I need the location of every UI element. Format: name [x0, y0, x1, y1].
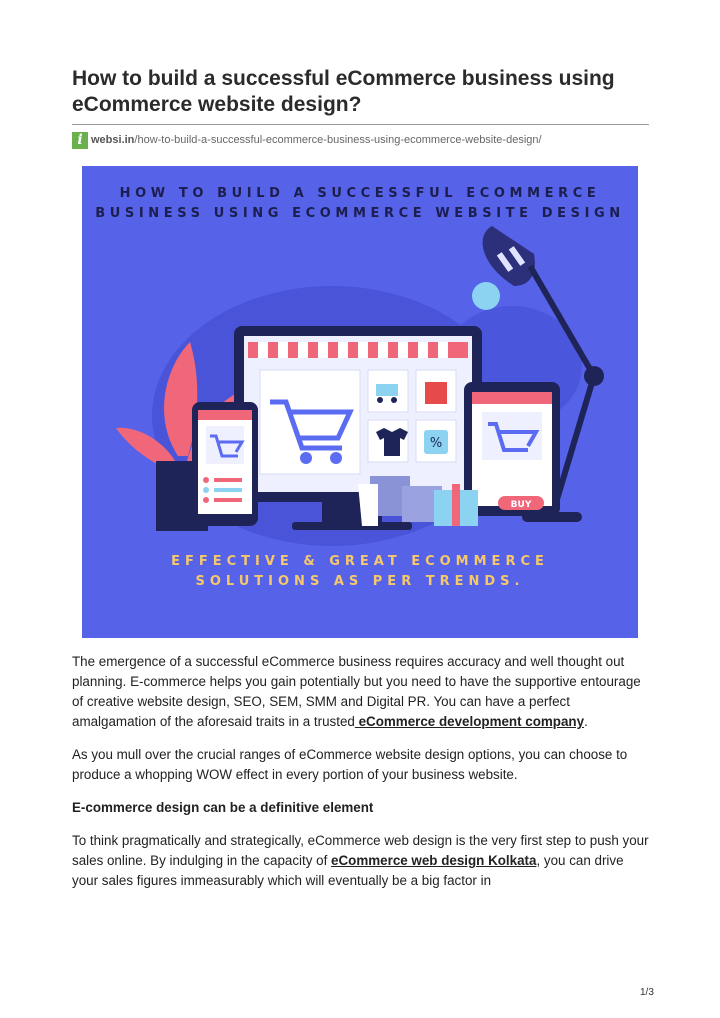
hero-image: [82, 166, 638, 638]
info-i-icon: i: [72, 132, 88, 149]
phone-icon: [192, 402, 258, 526]
paragraph-2: As you mull over the crucial ranges of eCommerce website design options, you can choose to produce a whopping WOW effect in every portion of your business website.: [72, 747, 628, 782]
paragraph-3: To think pragmatically and strategically, eCommerce web design is the very first step to push your sales online. By indulging in the capacity of eCommerce web design Kolkata, you can drive your sales figures immeasurably which will eventually be a big factor in: [72, 833, 649, 888]
document-title: How to build a successful eCommerce business using eCommerce website design?: [72, 67, 615, 116]
article-body: [72, 652, 652, 904]
source-domain-link[interactable]: websi.in: [91, 134, 135, 146]
shop-awning: [248, 342, 468, 358]
page-number: 1/3: [640, 987, 654, 998]
discount-percent-label: %: [429, 436, 443, 451]
tablet-icon: [464, 382, 560, 516]
truck-icon: [376, 384, 398, 396]
section-heading: E-commerce design can be a definitive element: [72, 800, 374, 815]
source-line: [72, 131, 542, 149]
hero-subtitle: EFFECTIVE & GREAT ECOMMERCE SOLUTIONS AS PER TRENDS.: [171, 554, 549, 589]
ecommerce-web-design-kolkata-link[interactable]: eCommerce web design Kolkata: [331, 853, 537, 868]
title-divider: [72, 124, 649, 125]
paragraph-1: The emergence of a successful eCommerce business requires accuracy and well thought out planning. E-commerce helps you gain potentially but you need to have the supportive entourage of creative website design, SEO, SEM, SMM and Digital PR. You can have a perfect amalgamation of the aforesaid traits in a trusted eCommerce development company.: [72, 654, 641, 729]
hero-title: HOW TO BUILD A SUCCESSFUL ECOMMERCE BUSINESS USING ECOMMERCE WEBSITE DESIGN: [95, 186, 625, 221]
buy-label: BUY: [510, 500, 532, 510]
ecommerce-development-company-link[interactable]: eCommerce development company: [354, 714, 585, 729]
gift-box-icon: [425, 382, 447, 404]
source-path: /how-to-build-a-successful-ecommerce-business-using-ecommerce-website-design/: [134, 134, 542, 146]
